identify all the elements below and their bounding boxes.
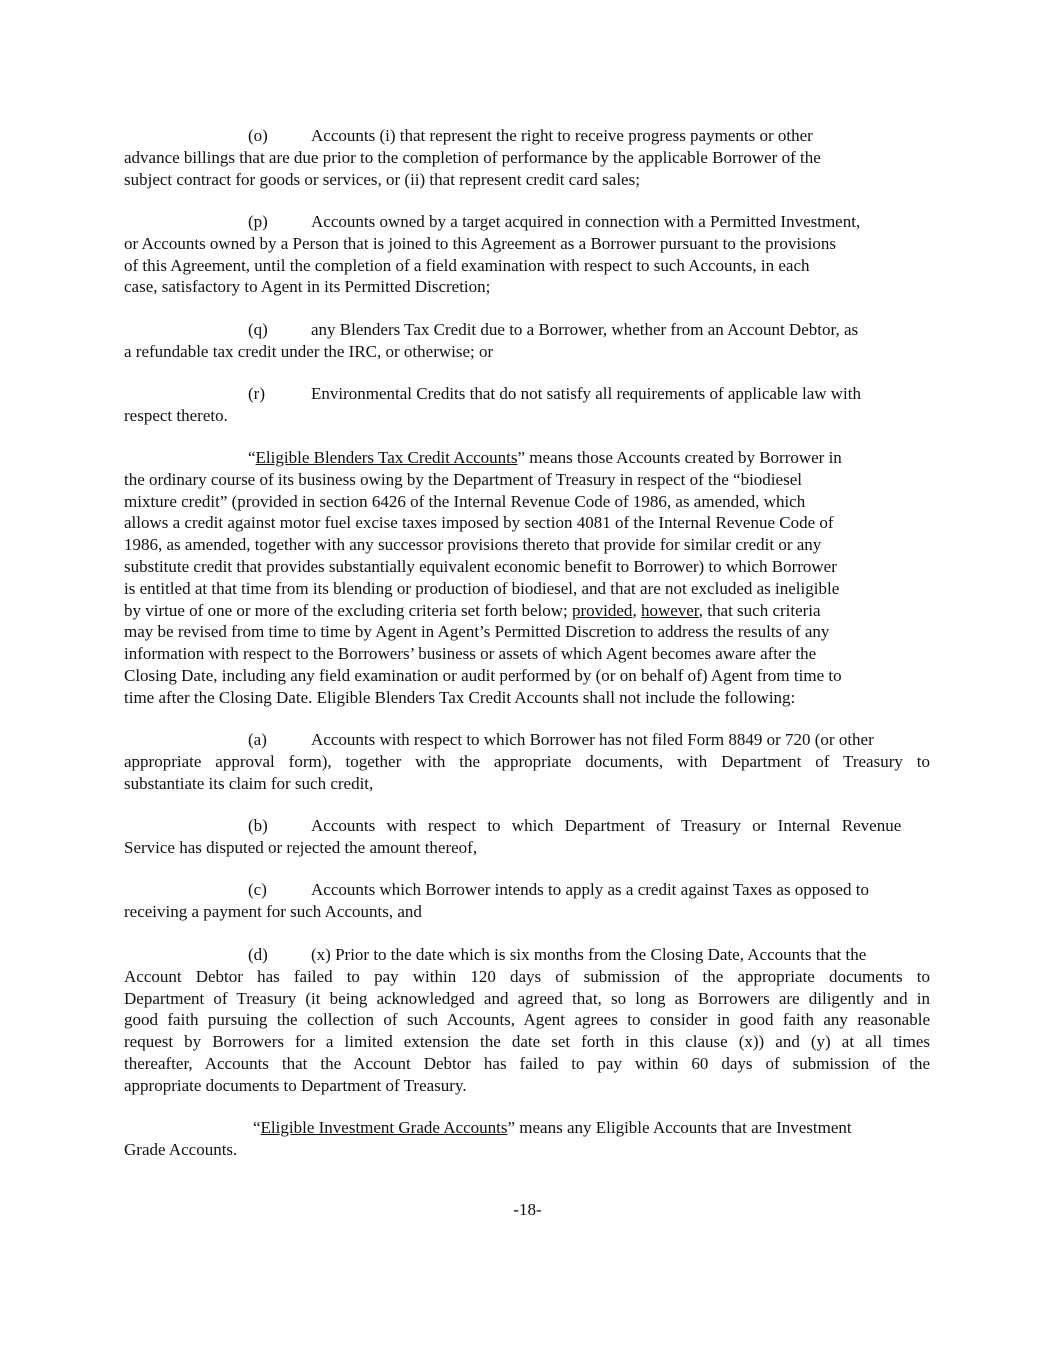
- text-line: a refundable tax credit under the IRC, or otherwise; or: [124, 341, 494, 361]
- clause-label: (d): [248, 945, 268, 964]
- text-line: request by Borrowers for a limited extension the date set forth in this clause (x)) and (y) at all times: [124, 1032, 930, 1052]
- quote: “: [253, 1118, 261, 1137]
- clause-label: (c): [248, 880, 267, 899]
- text-line: Grade Accounts.: [124, 1139, 238, 1159]
- text-line: any Blenders Tax Credit due to a Borrower, whether from an Account Debtor, as: [311, 320, 859, 339]
- text-line: of this Agreement, until the completion of a field examination with respect to such Accounts, in each: [124, 255, 810, 275]
- text-line: Accounts with respect to which Department of Treasury or Internal Revenue: [311, 816, 902, 835]
- clause-label: (o): [248, 126, 268, 145]
- clause-d: [124, 944, 930, 1097]
- text-line: Service has disputed or rejected the amount thereof,: [124, 837, 478, 857]
- clause-r: [124, 383, 930, 427]
- text-line: receiving a payment for such Accounts, and: [124, 901, 422, 921]
- text-line: substitute credit that provides substantially equivalent economic benefit to Borrower) to which Borrower: [124, 556, 837, 576]
- clause-c: [124, 879, 930, 923]
- clause-b: [124, 815, 930, 859]
- text: ” means any Eligible Accounts that are Investment: [507, 1118, 852, 1137]
- text-line: thereafter, Accounts that the Account Debtor has failed to pay within 60 days of submission of the: [124, 1053, 930, 1073]
- text: ” means those Accounts created by Borrower in: [517, 448, 842, 467]
- text-line: appropriate approval form), together with the appropriate documents, with Department of Treasury to: [124, 751, 930, 771]
- text-line: Accounts with respect to which Borrower has not filed Form 8849 or 720 (or other: [311, 730, 874, 749]
- text-line: 1986, as amended, together with any successor provisions thereto that provide for similar credit or any: [124, 535, 822, 555]
- clause-label: (q): [248, 320, 268, 339]
- text-line: Accounts which Borrower intends to apply as a credit against Taxes as opposed to: [311, 880, 869, 899]
- text-line: information with respect to the Borrowers’ business or assets of which Agent becomes aware after the: [124, 644, 817, 664]
- clause-label: (b): [248, 816, 268, 835]
- text-line: allows a credit against motor fuel excise taxes imposed by section 4081 of the Internal Revenue Code of: [124, 513, 834, 533]
- text-line: appropriate documents to Department of Treasury.: [124, 1075, 467, 1095]
- text-line: good faith pursuing the collection of such Accounts, Agent agrees to consider in good faith any reasonable: [124, 1010, 930, 1030]
- quote: “: [248, 448, 256, 467]
- text-line: time after the Closing Date. Eligible Blenders Tax Credit Accounts shall not include the following:: [124, 687, 796, 707]
- text: by virtue of one or more of the excluding criteria set forth below;: [124, 600, 572, 620]
- page-number: -18-: [513, 1200, 542, 1219]
- text-line: respect thereto.: [124, 405, 228, 425]
- clause-o: [124, 125, 930, 190]
- text-line: is entitled at that time from its blending or production of biodiesel, and that are not excluded as ineligible: [124, 578, 840, 598]
- text-line: advance billings that are due prior to the completion of performance by the applicable Borrower of the: [124, 147, 821, 167]
- clause-label: (a): [248, 730, 267, 749]
- clause-label: (r): [248, 384, 265, 403]
- text-line: Department of Treasury (it being acknowledged and agreed that, so long as Borrowers are diligently and in: [124, 988, 930, 1008]
- underlined-term: provided: [572, 600, 633, 620]
- clause-label: (p): [248, 212, 268, 231]
- text-line: substantiate its claim for such credit,: [124, 773, 374, 793]
- text-line: Environmental Credits that do not satisfy all requirements of applicable law with: [311, 384, 862, 403]
- text-line: Closing Date, including any field examination or audit performed by (or on behalf of) Agent from time to: [124, 665, 842, 685]
- underlined-term: however: [640, 600, 699, 620]
- text: ,: [632, 600, 641, 620]
- text: , that such criteria: [698, 600, 821, 620]
- text-line: the ordinary course of its business owing by the Department of Treasury in respect of the “biodiesel: [124, 469, 802, 489]
- text-line: (x) Prior to the date which is six months from the Closing Date, Accounts that the: [311, 945, 867, 964]
- text-line: case, satisfactory to Agent in its Permitted Discretion;: [124, 277, 491, 297]
- text-line: mixture credit” (provided in section 6426 of the Internal Revenue Code of 1986, as amended, which: [124, 491, 806, 511]
- definition-eligible-blenders-tax-credit-accounts: [124, 447, 930, 709]
- text-line: may be revised from time to time by Agent in Agent’s Permitted Discretion to address the results of any: [124, 622, 830, 642]
- defined-term: Eligible Investment Grade Accounts: [260, 1118, 508, 1137]
- text-line: subject contract for goods or services, or (ii) that represent credit card sales;: [124, 169, 640, 189]
- text-line: Accounts (i) that represent the right to receive progress payments or other: [311, 126, 813, 145]
- definition-eligible-investment-grade-accounts: [124, 1117, 930, 1161]
- text-line: Accounts owned by a target acquired in connection with a Permitted Investment,: [311, 212, 861, 231]
- text-line: [124, 600, 930, 622]
- clause-p: [124, 211, 930, 298]
- clause-a: [124, 729, 930, 794]
- text-line: Account Debtor has failed to pay within 120 days of submission of the appropriate documents to: [124, 966, 930, 986]
- defined-term: Eligible Blenders Tax Credit Accounts: [255, 448, 518, 467]
- text-line: or Accounts owned by a Person that is joined to this Agreement as a Borrower pursuant to the provisions: [124, 233, 836, 253]
- clause-q: [124, 319, 930, 363]
